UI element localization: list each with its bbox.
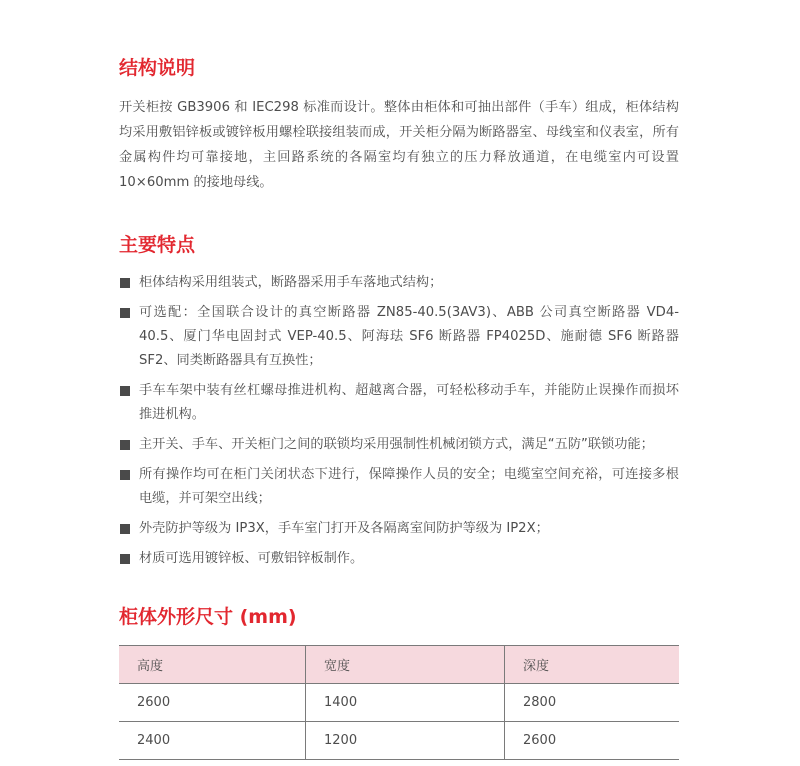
- table-row: [119, 722, 679, 760]
- square-bullet-icon: [120, 470, 130, 480]
- dimensions-title: 柜体外形尺寸 (mm): [119, 606, 297, 628]
- feature-text: 柜体结构采用组装式，断路器采用手车落地式结构；: [139, 275, 443, 290]
- structure-title: 结构说明: [119, 57, 196, 79]
- feature-item: [119, 463, 679, 511]
- feature-item: [119, 379, 679, 427]
- feature-item: [119, 433, 679, 457]
- square-bullet-icon: [120, 308, 130, 318]
- table-cell: 2600: [505, 722, 680, 760]
- feature-item: [119, 547, 679, 571]
- square-bullet-icon: [120, 554, 130, 564]
- square-bullet-icon: [120, 386, 130, 396]
- column-header-height: 高度: [119, 646, 306, 684]
- feature-text: 主开关、手车、开关柜门之间的联锁均采用强制性机械闭锁方式，满足“五防”联锁功能；: [139, 437, 654, 452]
- table-cell: 1400: [306, 684, 505, 722]
- square-bullet-icon: [120, 278, 130, 288]
- feature-text: 外壳防护等级为 IP3X，手车室门打开及各隔离室间防护等级为 IP2X；: [139, 521, 549, 536]
- features-list: [119, 271, 679, 577]
- column-header-width: 宽度: [306, 646, 505, 684]
- square-bullet-icon: [120, 440, 130, 450]
- square-bullet-icon: [120, 524, 130, 534]
- column-header-depth: 深度: [505, 646, 680, 684]
- feature-text: 材质可选用镀锌板、可敷铝锌板制作。: [139, 551, 364, 566]
- table-row: [119, 684, 679, 722]
- table-cell: 2600: [119, 684, 306, 722]
- feature-text: 手车车架中装有丝杠螺母推进机构、超越离合器，可轻松移动手车，并能防止误操作而损坏推进机构。: [139, 383, 679, 422]
- table-header-row: [119, 646, 679, 684]
- structure-text: 开关柜按 GB3906 和 IEC298 标准而设计。整体由柜体和可抽出部件（手车）组成，柜体结构均采用敷铝锌板或镀锌板用螺栓联接组装而成，开关柜分隔为断路器室、母线室和仪表室，所有金属构件均可靠接地，主回路系统的各隔室均有独立的压力释放通道，在电缆室内可设置 10×60mm 的接地母线。: [119, 100, 679, 190]
- features-title: 主要特点: [119, 234, 196, 256]
- table-cell: 2400: [119, 722, 306, 760]
- dimensions-table: [119, 645, 679, 760]
- feature-item: [119, 301, 679, 373]
- table-cell: 1200: [306, 722, 505, 760]
- feature-text: 所有操作均可在柜门关闭状态下进行，保障操作人员的安全；电缆室空间充裕，可连接多根电缆，并可架空出线；: [139, 467, 679, 506]
- feature-text: 可选配：全国联合设计的真空断路器 ZN85-40.5(3AV3)、ABB 公司真空断路器 VD4-40.5、厦门华电固封式 VEP-40.5、阿海珐 SF6 断路器 FP4025D、施耐德 SF6 断路器 SF2、同类断路器具有互换性；: [139, 305, 679, 368]
- feature-item: [119, 271, 679, 295]
- feature-item: [119, 517, 679, 541]
- table-cell: 2800: [505, 684, 680, 722]
